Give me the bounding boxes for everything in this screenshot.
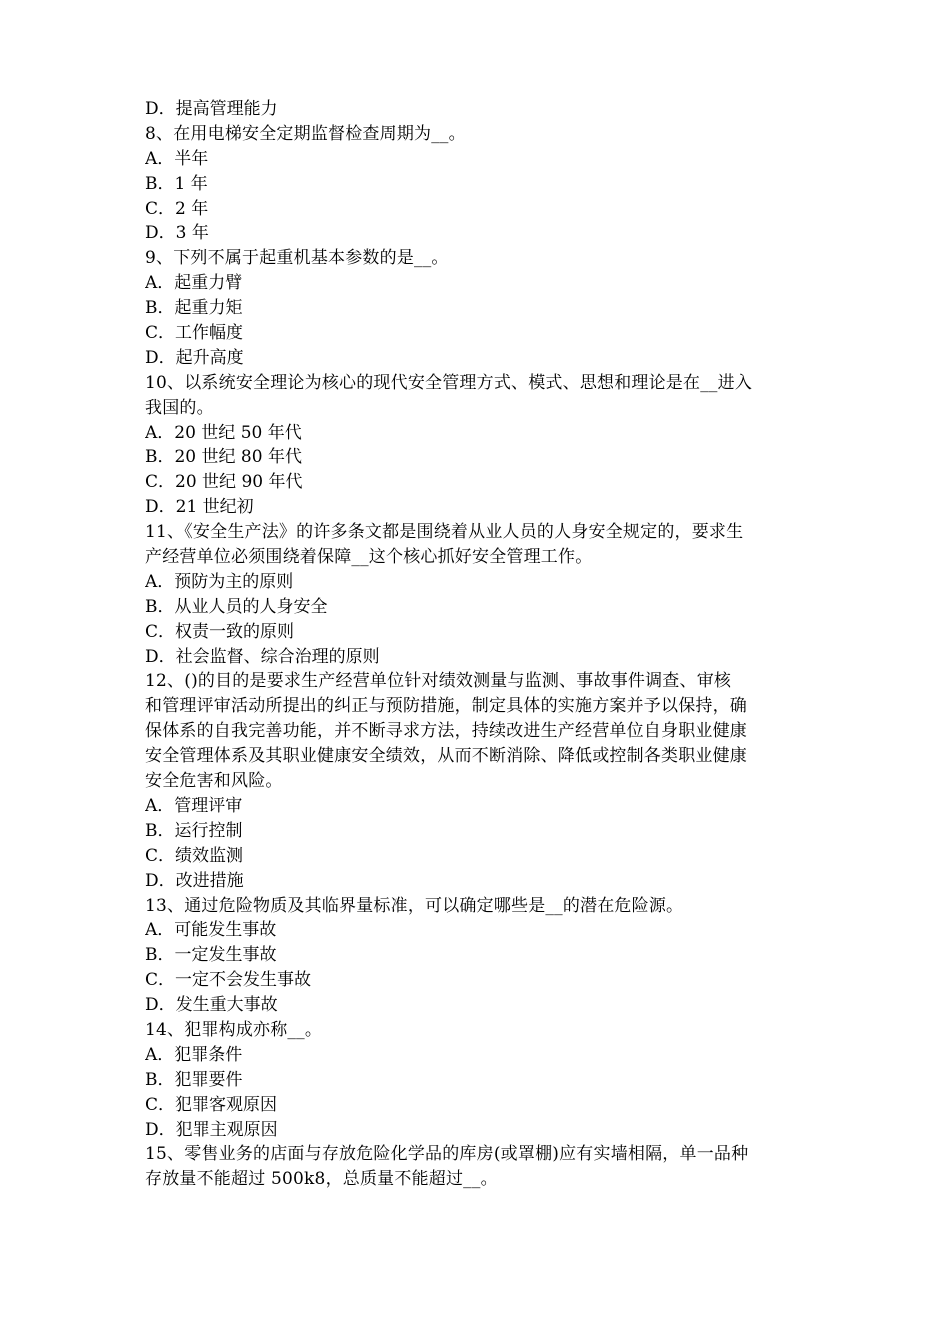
answer-option: D．社会监督、综合治理的原则 (145, 646, 380, 667)
question-text-line: 14、犯罪构成亦称__。 (145, 1019, 323, 1040)
answer-option: C．绩效监测 (145, 845, 244, 866)
question-text-line: 我国的。 (145, 397, 214, 418)
answer-option: A．起重力臂 (145, 273, 243, 294)
answer-option: A．可能发生事故 (145, 920, 277, 941)
question-text-line: 产经营单位必须围绕着保障__这个核心抓好安全管理工作。 (145, 547, 593, 568)
answer-option: A．犯罪条件 (145, 1044, 243, 1065)
question-text-line: 安全管理体系及其职业健康安全绩效，从而不断消除、降低或控制各类职业健康 (145, 746, 747, 767)
answer-option: B．一定发生事故 (145, 945, 277, 966)
answer-option: C．一定不会发生事故 (145, 970, 312, 991)
answer-option: D．起升高度 (145, 347, 244, 368)
question-text-line: 11、《安全生产法》的许多条文都是围绕着从业人员的人身安全规定的，要求生 (145, 522, 744, 543)
document-page (145, 97, 810, 1192)
answer-option: D．改进措施 (145, 870, 244, 891)
answer-option: B．20 世纪 80 年代 (145, 447, 302, 468)
question-text-line: 10、以系统安全理论为核心的现代安全管理方式、模式、思想和理论是在__进入 (145, 372, 753, 393)
answer-option: D．犯罪主观原因 (145, 1119, 278, 1140)
answer-option: A．半年 (145, 148, 209, 169)
answer-option: B．1 年 (145, 173, 208, 194)
answer-option: D．21 世纪初 (145, 497, 254, 518)
question-text-line: 和管理评审活动所提出的纠正与预防措施，制定具体的实施方案并予以保持，确 (145, 696, 747, 717)
answer-option: C．权责一致的原则 (145, 621, 295, 642)
question-text-line: 保体系的自我完善功能，并不断寻求方法，持续改进生产经营单位自身职业健康 (145, 721, 747, 742)
question-text-line: 8、在用电梯安全定期监督检查周期为__。 (145, 123, 466, 144)
answer-option: C．工作幅度 (145, 323, 244, 344)
answer-option: B．运行控制 (145, 820, 243, 841)
answer-option: A．预防为主的原则 (145, 571, 294, 592)
answer-option: C．20 世纪 90 年代 (145, 472, 303, 493)
answer-option: A．20 世纪 50 年代 (145, 422, 302, 443)
answer-option: B．起重力矩 (145, 298, 243, 319)
question-text-line: 安全危害和风险。 (145, 771, 283, 792)
question-text-line: 15、零售业务的店面与存放危险化学品的库房(或罩棚)应有实墙相隔，单一品种 (145, 1144, 749, 1165)
answer-option: B．犯罪要件 (145, 1069, 243, 1090)
question-text-line: 存放量不能超过 500k8，总质量不能超过__。 (145, 1169, 498, 1190)
answer-option: A．管理评审 (145, 795, 243, 816)
answer-option: D．发生重大事故 (145, 995, 278, 1016)
question-text-line: 13、通过危险物质及其临界量标准，可以确定哪些是__的潜在危险源。 (145, 895, 684, 916)
answer-option: C．2 年 (145, 198, 209, 219)
answer-option: D．提高管理能力 (145, 99, 278, 119)
answer-option: C．犯罪客观原因 (145, 1094, 278, 1115)
answer-option: B．从业人员的人身安全 (145, 596, 328, 617)
answer-option: D．3 年 (145, 223, 209, 244)
question-text-line: 12、()的目的是要求生产经营单位针对绩效测量与监测、事故事件调查、审核 (145, 671, 732, 692)
question-text-line: 9、下列不属于起重机基本参数的是__。 (145, 248, 449, 269)
